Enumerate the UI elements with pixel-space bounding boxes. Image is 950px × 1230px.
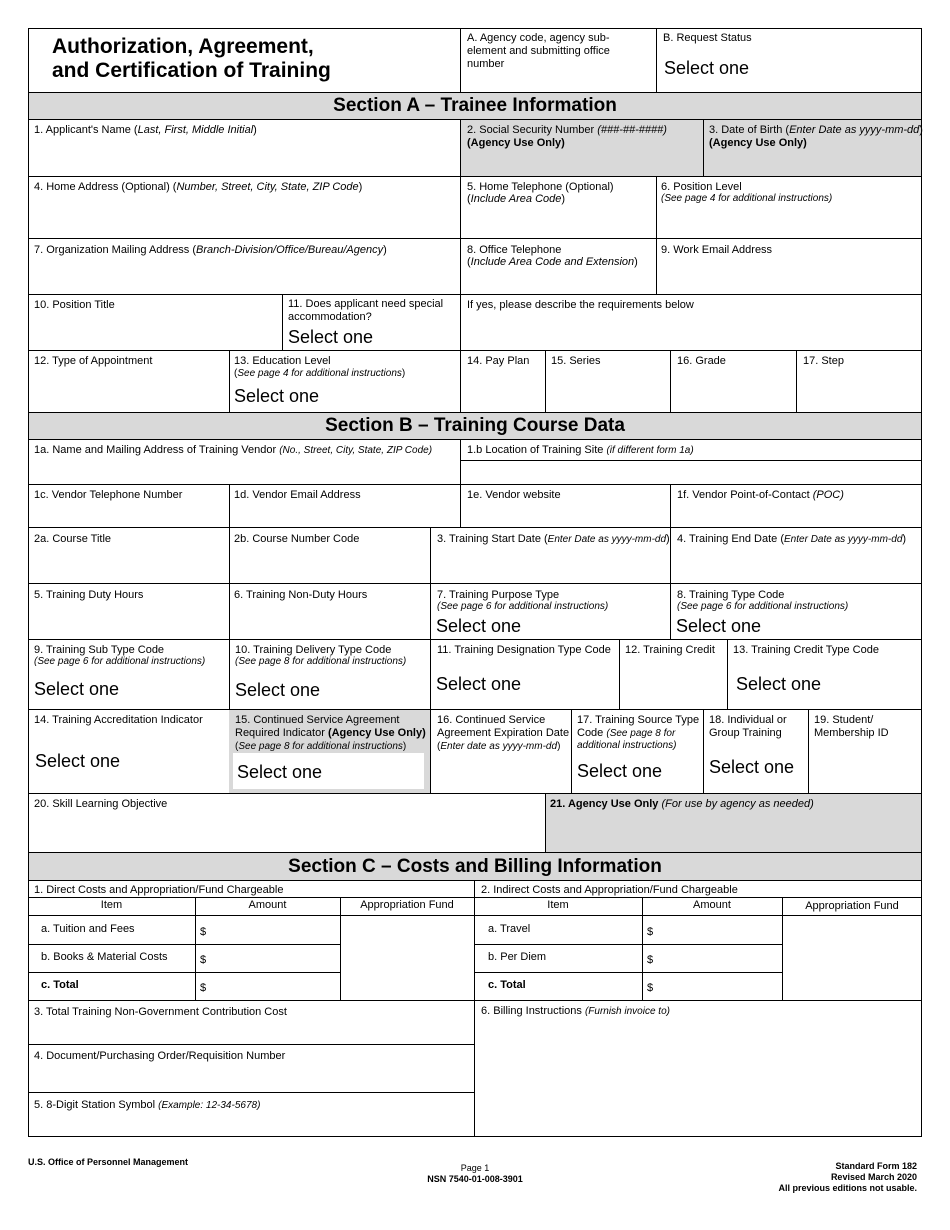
type-of-appointment-label: 12. Type of Appointment: [34, 355, 153, 367]
applicant-name-label: 1. Applicant's Name (Last, First, Middle Initial): [34, 124, 257, 136]
vendor-telephone-input[interactable]: [30, 505, 227, 525]
accommodation-requirements-input[interactable]: [462, 315, 920, 348]
footer-revised: Revised March 2020: [830, 1172, 917, 1182]
vendor-email-input[interactable]: [231, 505, 458, 525]
direct-col-fund: Appropriation Fund: [360, 899, 454, 911]
footer-page-number: Page 1: [460, 1163, 490, 1173]
vendor-website-input[interactable]: [462, 505, 668, 525]
csa-required-label-line-2: Required Indicator (Agency Use Only): [235, 727, 426, 739]
step-input[interactable]: [798, 371, 920, 410]
position-level-hint: (See page 4 for additional instructions): [661, 193, 833, 204]
training-duty-hours-label: 5. Training Duty Hours: [34, 589, 144, 601]
office-telephone-label: 8. Office Telephone: [467, 244, 562, 256]
student-membership-id-label-line-2: Membership ID: [814, 727, 889, 739]
training-designation-type-code-label: 11. Training Designation Type Code: [437, 644, 611, 656]
accommodation-requirements-label: If yes, please describe the requirements below: [467, 299, 694, 311]
csa-expiration-date-label: 16. Continued Service: [437, 714, 546, 726]
training-purpose-type-label: 7. Training Purpose Type: [437, 589, 560, 601]
agency-code-input[interactable]: [462, 72, 654, 90]
indirect-row-total-dollar: $: [647, 982, 654, 994]
form-title: [52, 35, 331, 83]
vendor-poc-input[interactable]: [672, 505, 920, 525]
home-address-label: 4. Home Address (Optional) (Number, Street, City, State, ZIP Code): [34, 181, 363, 193]
date-of-birth-label: 3. Date of Birth (Enter Date as yyyy-mm-dd): [709, 124, 923, 136]
indirect-row-per-diem-label: b. Per Diem: [488, 951, 547, 963]
training-designation-type-code-select[interactable]: Select one: [436, 674, 522, 694]
training-type-code-select[interactable]: Select one: [676, 616, 762, 636]
csa-expiration-date-input[interactable]: [432, 755, 569, 791]
training-credit-type-code-select[interactable]: Select one: [736, 674, 822, 694]
training-purpose-type-hint: (See page 6 for additional instructions): [437, 601, 609, 612]
section-a-title: Section A – Trainee Information: [28, 93, 922, 119]
accommodation-select[interactable]: Select one: [288, 327, 374, 347]
direct-row-books-label: b. Books & Material Costs: [41, 951, 168, 963]
indirect-col-fund: Appropriation Fund: [805, 900, 899, 912]
footer-agency: U.S. Office of Personnel Management: [28, 1157, 189, 1167]
individual-group-training-label-line-2: Group Training: [709, 727, 782, 739]
training-sub-type-code-label: 9. Training Sub Type Code: [34, 644, 165, 656]
work-email-input[interactable]: [658, 260, 920, 292]
direct-col-item: Item: [100, 899, 123, 911]
vendor-name-address-label: 1a. Name and Mailing Address of Training Vendor (No., Street, City, State, ZIP Code): [34, 444, 433, 456]
billing-instructions-label: 6. Billing Instructions (Furnish invoice to): [481, 1005, 670, 1017]
training-purpose-type-select[interactable]: Select one: [436, 616, 522, 636]
csa-expiration-date-label-line-2: Agreement Expiration Date: [437, 727, 570, 739]
type-of-appointment-input[interactable]: [30, 371, 227, 410]
indirect-col-amount: Amount: [693, 899, 731, 911]
direct-row-tuition-dollar: $: [200, 926, 207, 938]
vendor-telephone-label: 1c. Vendor Telephone Number: [34, 489, 183, 501]
grade-input[interactable]: [672, 371, 794, 410]
training-accreditation-indicator-label: 14. Training Accreditation Indicator: [34, 714, 203, 726]
training-sub-type-code-select[interactable]: Select one: [34, 679, 120, 699]
home-telephone-hint: (Include Area Code): [467, 193, 566, 205]
direct-row-books-dollar: $: [200, 954, 207, 966]
csa-expiration-date-hint: (Enter date as yyyy-mm-dd): [437, 741, 561, 752]
course-number-code-input[interactable]: [231, 549, 428, 581]
course-title-label: 2a. Course Title: [34, 533, 112, 545]
footer-form-name: Standard Form 182: [835, 1161, 917, 1171]
indirect-row-travel-dollar: $: [647, 926, 654, 938]
vendor-poc-label: 1f. Vendor Point-of-Contact (POC): [677, 489, 844, 501]
position-level-label: 6. Position Level: [661, 181, 742, 193]
training-sub-type-code-hint: (See page 6 for additional instructions): [34, 656, 206, 667]
csa-required-hint: (See page 8 for additional instructions): [235, 741, 407, 752]
direct-fund-input[interactable]: [342, 917, 472, 999]
footer-editions: All previous editions not usable.: [778, 1183, 917, 1193]
training-non-duty-hours-input[interactable]: [231, 605, 428, 637]
training-credit-label: 12. Training Credit: [625, 644, 715, 656]
books-amount-input[interactable]: [210, 946, 338, 971]
training-source-type-code-label-line-2: Code (See page 8 for: [577, 727, 676, 739]
education-level-label: 13. Education Level: [234, 355, 331, 367]
applicant-name-input[interactable]: [30, 140, 458, 174]
training-type-code-label: 8. Training Type Code: [677, 589, 785, 601]
direct-total-amount-input[interactable]: [210, 974, 338, 999]
position-title-input[interactable]: [30, 315, 280, 348]
agency-use-only-label: 21. Agency Use Only (For use by agency as needed): [550, 798, 814, 810]
per-diem-amount-input[interactable]: [657, 946, 780, 971]
indirect-row-travel-label: a. Travel: [488, 923, 531, 935]
ssn-label: 2. Social Security Number (###-##-####): [467, 124, 667, 136]
org-mailing-address-label: 7. Organization Mailing Address (Branch-Division/Office/Bureau/Agency): [34, 244, 387, 256]
training-type-code-hint: (See page 6 for additional instructions): [677, 601, 849, 612]
indirect-costs-label: 2. Indirect Costs and Appropriation/Fund Chargeable: [481, 884, 738, 896]
training-source-type-code-hint: additional instructions): [577, 740, 677, 751]
education-level-select[interactable]: Select one: [234, 386, 320, 406]
indirect-col-item: Item: [547, 899, 569, 911]
document-number-input[interactable]: [30, 1066, 472, 1091]
student-membership-id-label: 19. Student/: [814, 714, 874, 726]
series-label: 15. Series: [551, 355, 601, 367]
training-source-type-code-select[interactable]: Select one: [577, 761, 663, 781]
billing-instructions-input[interactable]: [476, 1021, 920, 1135]
indirect-fund-input[interactable]: [784, 917, 920, 999]
training-duty-hours-input[interactable]: [30, 605, 227, 637]
station-symbol-input[interactable]: [30, 1115, 472, 1135]
position-title-label: 10. Position Title: [34, 299, 115, 311]
tuition-amount-input[interactable]: [210, 917, 338, 943]
direct-col-amount: Amount: [248, 899, 287, 911]
form-title-line-1: Authorization, Agreement,: [52, 35, 314, 58]
course-number-code-label: 2b. Course Number Code: [234, 533, 360, 545]
dob-agency-use-note: (Agency Use Only): [709, 137, 807, 149]
vendor-name-address-input[interactable]: [30, 460, 458, 482]
training-non-duty-hours-label: 6. Training Non-Duty Hours: [234, 589, 368, 601]
education-level-hint: (See page 4 for additional instructions): [234, 368, 406, 379]
home-telephone-input[interactable]: [462, 209, 654, 236]
direct-row-tuition-label: a. Tuition and Fees: [41, 923, 135, 935]
position-level-input[interactable]: [658, 209, 920, 236]
training-delivery-type-code-label: 10. Training Delivery Type Code: [235, 644, 392, 656]
document-number-label: 4. Document/Purchasing Order/Requisition Number: [34, 1050, 286, 1062]
indirect-total-amount-input[interactable]: [657, 974, 780, 999]
accommodation-label: 11. Does applicant need special accommodation?: [288, 298, 444, 323]
direct-costs-label: 1. Direct Costs and Appropriation/Fund Chargeable: [34, 884, 284, 896]
training-source-type-code-label: 17. Training Source Type: [577, 714, 700, 726]
office-telephone-input[interactable]: [462, 271, 654, 292]
home-telephone-label: 5. Home Telephone (Optional): [467, 181, 614, 193]
training-site-location-input[interactable]: [462, 462, 920, 482]
training-credit-input[interactable]: [621, 660, 725, 707]
step-label: 17. Step: [803, 355, 844, 367]
individual-group-training-label: 18. Individual or: [709, 714, 787, 726]
org-mailing-address-input[interactable]: [30, 260, 458, 292]
grade-label: 16. Grade: [677, 355, 726, 367]
vendor-website-label: 1e. Vendor website: [467, 489, 561, 501]
indirect-row-per-diem-dollar: $: [647, 954, 654, 966]
work-email-label: 9. Work Email Address: [661, 244, 773, 256]
csa-required-select[interactable]: Select one: [237, 762, 323, 782]
home-address-input[interactable]: [30, 197, 458, 236]
training-delivery-type-code-select[interactable]: Select one: [235, 680, 321, 700]
skill-learning-objective-label: 20. Skill Learning Objective: [34, 798, 168, 810]
individual-group-training-select[interactable]: Select one: [709, 757, 795, 777]
training-end-date-label: 4. Training End Date (Enter Date as yyyy-mm-dd): [677, 533, 907, 545]
pay-plan-label: 14. Pay Plan: [467, 355, 530, 367]
pay-plan-input[interactable]: [462, 371, 543, 410]
request-status-label: B. Request Status: [663, 32, 752, 44]
training-start-date-input[interactable]: [432, 549, 668, 581]
student-membership-id-input[interactable]: [810, 743, 920, 791]
training-site-location-label: 1.b Location of Training Site (if different form 1a): [467, 444, 694, 456]
vendor-email-label: 1d. Vendor Email Address: [234, 489, 361, 501]
non-gov-contribution-input[interactable]: [30, 1022, 472, 1043]
section-b-title: Section B – Training Course Data: [28, 413, 922, 439]
station-symbol-label: 5. 8-Digit Station Symbol (Example: 12-34-5678): [34, 1099, 261, 1111]
training-delivery-type-code-hint: (See page 8 for additional instructions): [235, 656, 407, 667]
training-credit-type-code-label: 13. Training Credit Type Code: [733, 644, 879, 656]
series-input[interactable]: [547, 371, 668, 410]
office-telephone-hint: (Include Area Code and Extension): [467, 256, 638, 268]
csa-required-label: 15. Continued Service Agreement: [235, 714, 400, 726]
section-c-title: Section C – Costs and Billing Information: [28, 853, 922, 881]
agency-code-label: A. Agency code, agency sub-element and submitting office number: [467, 32, 610, 70]
direct-row-total-dollar: $: [200, 982, 207, 994]
direct-row-total-label: c. Total: [41, 979, 79, 991]
skill-learning-objective-input[interactable]: [30, 814, 543, 851]
course-title-input[interactable]: [30, 549, 227, 581]
ssn-agency-use-note: (Agency Use Only): [467, 137, 565, 149]
footer-nsn: NSN 7540-01-008-3901: [427, 1174, 523, 1184]
form-title-line-2: and Certification of Training: [52, 59, 331, 82]
non-gov-contribution-label: 3. Total Training Non-Government Contribution Cost: [34, 1006, 287, 1018]
travel-amount-input[interactable]: [657, 917, 780, 943]
request-status-select[interactable]: Select one: [664, 58, 750, 78]
training-accreditation-indicator-select[interactable]: Select one: [35, 751, 121, 771]
training-end-date-input[interactable]: [672, 549, 920, 581]
training-start-date-label: 3. Training Start Date (Enter Date as yyyy-mm-dd): [437, 533, 670, 545]
indirect-row-total-label: c. Total: [488, 979, 526, 991]
